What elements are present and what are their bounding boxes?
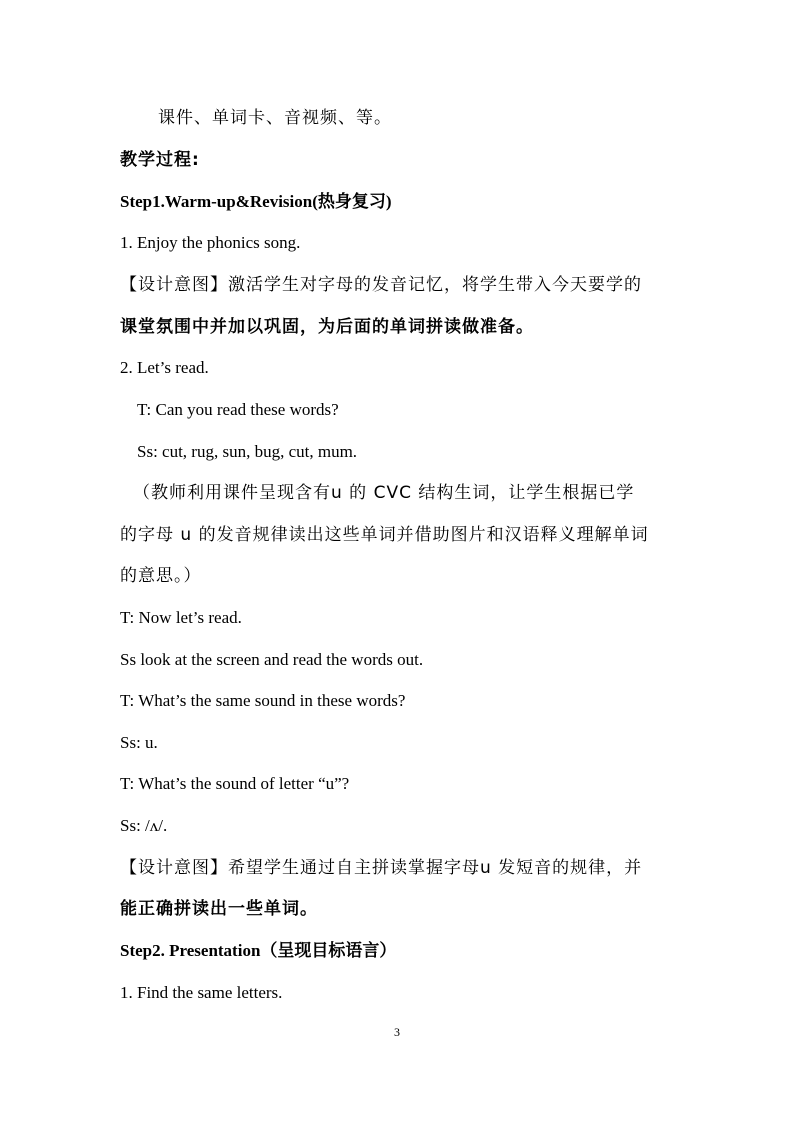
design-intent-2-line-1: 【设计意图】希望学生通过自主拼读掌握字母u 发短音的规律，并 bbox=[120, 858, 643, 878]
materials-line: 课件、单词卡、音视频、等。 bbox=[158, 108, 392, 128]
step1-item-2: 2. Let’s read. bbox=[120, 358, 209, 377]
dialogue-t-4: T: What’s the sound of letter “u”? bbox=[120, 774, 350, 793]
dialogue-ss-3: Ss: u. bbox=[120, 733, 158, 752]
design-intent-2-line-2: 能正确拼读出一些单词。 bbox=[120, 899, 318, 919]
note-line-2: 的字母 u 的发音规律读出这些单词并借助图片和汉语释义理解单词 bbox=[120, 525, 649, 545]
dialogue-ss-1: Ss: cut, rug, sun, bug, cut, mum. bbox=[137, 442, 358, 461]
design-intent-1-line-1: 【设计意图】激活学生对字母的发音记忆，将学生带入今天要学的 bbox=[120, 275, 642, 295]
design-intent-1-line-2: 课堂氛围中并加以巩固，为后面的单词拼读做准备。 bbox=[120, 317, 534, 337]
dialogue-t-1: T: Can you read these words? bbox=[137, 400, 339, 419]
heading-teaching-process: 教学过程: bbox=[120, 150, 200, 170]
note-line-1: （教师利用课件呈现含有u 的 CVC 结构生词，让学生根据已学 bbox=[133, 483, 635, 503]
dialogue-ss-2: Ss look at the screen and read the words out. bbox=[120, 650, 424, 669]
note-line-3: 的意思。） bbox=[120, 566, 202, 586]
step2-item-1: 1. Find the same letters. bbox=[120, 983, 283, 1002]
page-number: 3 bbox=[394, 1025, 400, 1039]
dialogue-t-3: T: What’s the same sound in these words? bbox=[120, 691, 406, 710]
heading-step2: Step2. Presentation（呈现目标语言） bbox=[120, 941, 397, 960]
dialogue-ss-4: Ss: /ʌ/. bbox=[120, 816, 168, 835]
heading-step1: Step1.Warm-up&Revision(热身复习) bbox=[120, 192, 392, 211]
step1-item-1: 1. Enjoy the phonics song. bbox=[120, 233, 301, 252]
dialogue-t-2: T: Now let’s read. bbox=[120, 608, 242, 627]
